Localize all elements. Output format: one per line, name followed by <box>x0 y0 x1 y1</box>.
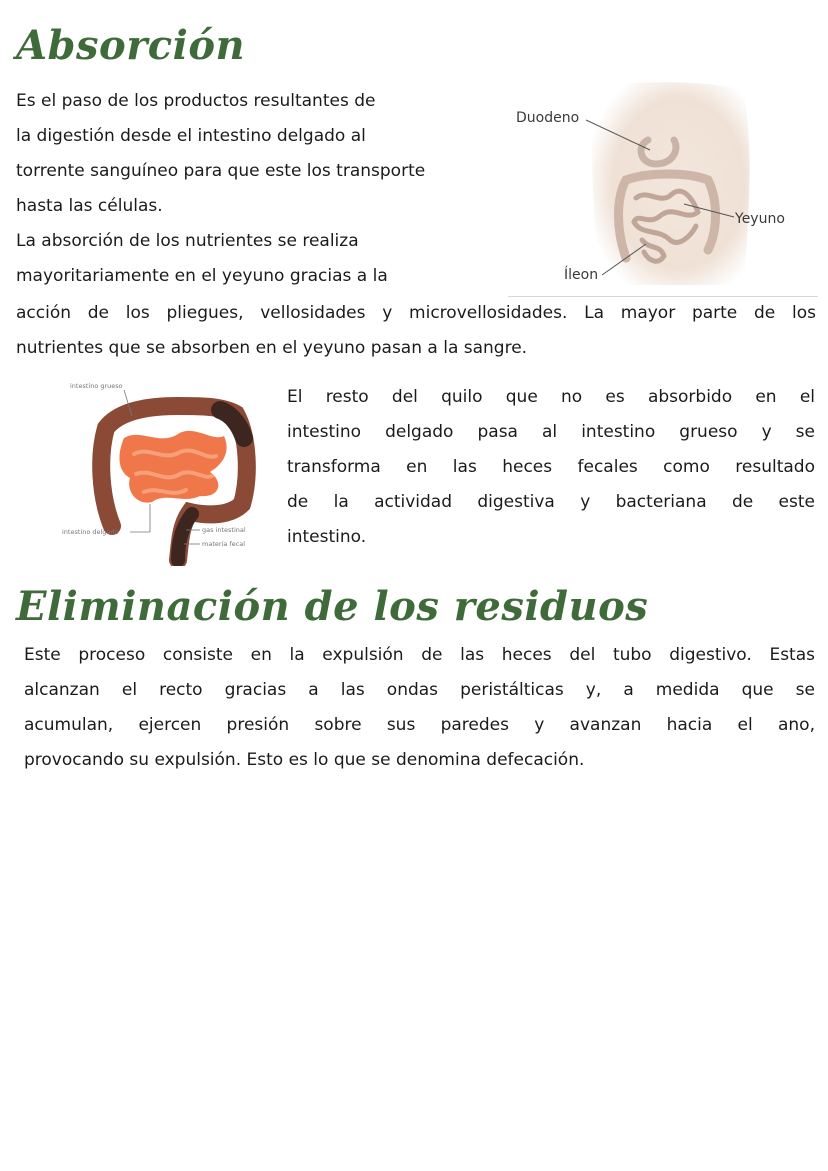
text-line: acción de los pliegues, vellosidades y microvellosidades. La mayor parte de los <box>16 303 816 323</box>
text-line: transforma en las heces fecales como resultado <box>287 457 815 477</box>
label-intestino-grueso: intestino grueso <box>70 382 123 390</box>
torso-silhouette <box>592 82 749 285</box>
text-line: intestino. <box>287 527 367 547</box>
text-line: de la actividad digestiva y bacteriana de este <box>287 492 815 512</box>
torso-intestine-illustration <box>508 80 820 295</box>
label-materia-fecal: materia fecal <box>202 540 246 548</box>
text-line: la digestión desde el intestino delgado al <box>16 126 366 146</box>
eliminacion-paragraph <box>24 638 815 778</box>
section-title-absorcion: Absorción <box>16 22 246 69</box>
torso-illustration-svg <box>508 80 820 295</box>
text-line: Es el paso de los productos resultantes de <box>16 91 376 111</box>
absorcion-intro-paragraph <box>16 84 516 294</box>
text-line: hasta las células. <box>16 196 163 216</box>
label-duodeno: Duodeno <box>516 110 580 126</box>
colon-dark-segment <box>220 410 244 438</box>
text-line: provocando su expulsión. Esto es lo que se denomina defecación. <box>24 750 585 770</box>
label-intestino-delgado: intestino delgado <box>62 528 119 536</box>
absorcion-continued-paragraph <box>16 296 816 366</box>
absorcion-large-intestine-paragraph <box>287 380 815 555</box>
text-line: La absorción de los nutrientes se realiza <box>16 231 359 251</box>
label-ileon: Íleon <box>564 267 599 283</box>
text-line: mayoritariamente en el yeyuno gracias a la <box>16 266 388 286</box>
text-line: alcanzan el recto gracias a las ondas peristálticas y, a medida que se <box>24 680 815 700</box>
intestine-illustration <box>60 376 270 566</box>
text-line: nutrientes que se absorben en el yeyuno pasan a la sangre. <box>16 338 528 358</box>
label-gas-intestinal: gas intestinal <box>202 526 246 534</box>
text-line: acumulan, ejercen presión sobre sus paredes y avanzan hacia el ano, <box>24 715 815 735</box>
text-line: El resto del quilo que no es absorbido en el <box>287 387 815 407</box>
text-line: Este proceso consiste en la expulsión de las heces del tubo digestivo. Estas <box>24 645 815 665</box>
section-title-eliminacion: Eliminación de los residuos <box>16 583 649 630</box>
label-yeyuno: Yeyuno <box>735 211 785 227</box>
text-line: torrente sanguíneo para que este los transporte <box>16 161 426 181</box>
rectum-dark-segment <box>178 514 192 560</box>
text-line: intestino delgado pasa al intestino grueso y se <box>287 422 815 442</box>
intestine-illustration-svg <box>60 376 270 566</box>
